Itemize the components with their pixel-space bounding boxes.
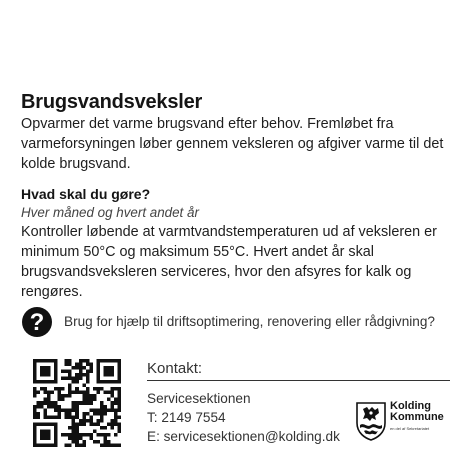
- logo-name-line2: Kommune: [390, 411, 444, 423]
- intro-paragraph: Opvarmer det varme brugsvand efter behov. Fremløbet fra varmeforsyningen løber gennem veksleren og afgiver varme til det kolde brugsvand.: [21, 116, 444, 172]
- logo-tagline: en del af Sekretariatet: [390, 426, 430, 431]
- contact-heading: Kontakt:: [147, 360, 203, 377]
- question-circle-icon: ?: [22, 307, 52, 337]
- logo-name-line1: Kolding: [390, 400, 431, 412]
- contact-email[interactable]: E: servicesektionen@kolding.dk: [147, 429, 340, 444]
- task-heading: Hvad skal du gøre?: [21, 186, 151, 202]
- help-text: Brug for hjælp til driftsoptimering, renovering eller rådgivning?: [64, 314, 435, 329]
- page-title: Brugsvandsveksler: [21, 91, 203, 113]
- contact-divider: [147, 380, 450, 381]
- task-description: Kontroller løbende at varmtvandstemperaturen ud af veksleren er minimum 50°C og maksimum 55°C. Hvert andet år skal brugsvandsveksleren serviceres, hvor den afsyres for kalk og rengøres.: [21, 224, 437, 300]
- contact-phone: T: 2149 7554: [147, 410, 226, 425]
- qr-code: [33, 359, 121, 447]
- kolding-kommune-logo: [355, 399, 455, 443]
- task-frequency: Hver måned og hvert andet år: [21, 205, 199, 220]
- coat-of-arms-icon: [355, 401, 387, 441]
- contact-department: Servicesektionen: [147, 391, 251, 406]
